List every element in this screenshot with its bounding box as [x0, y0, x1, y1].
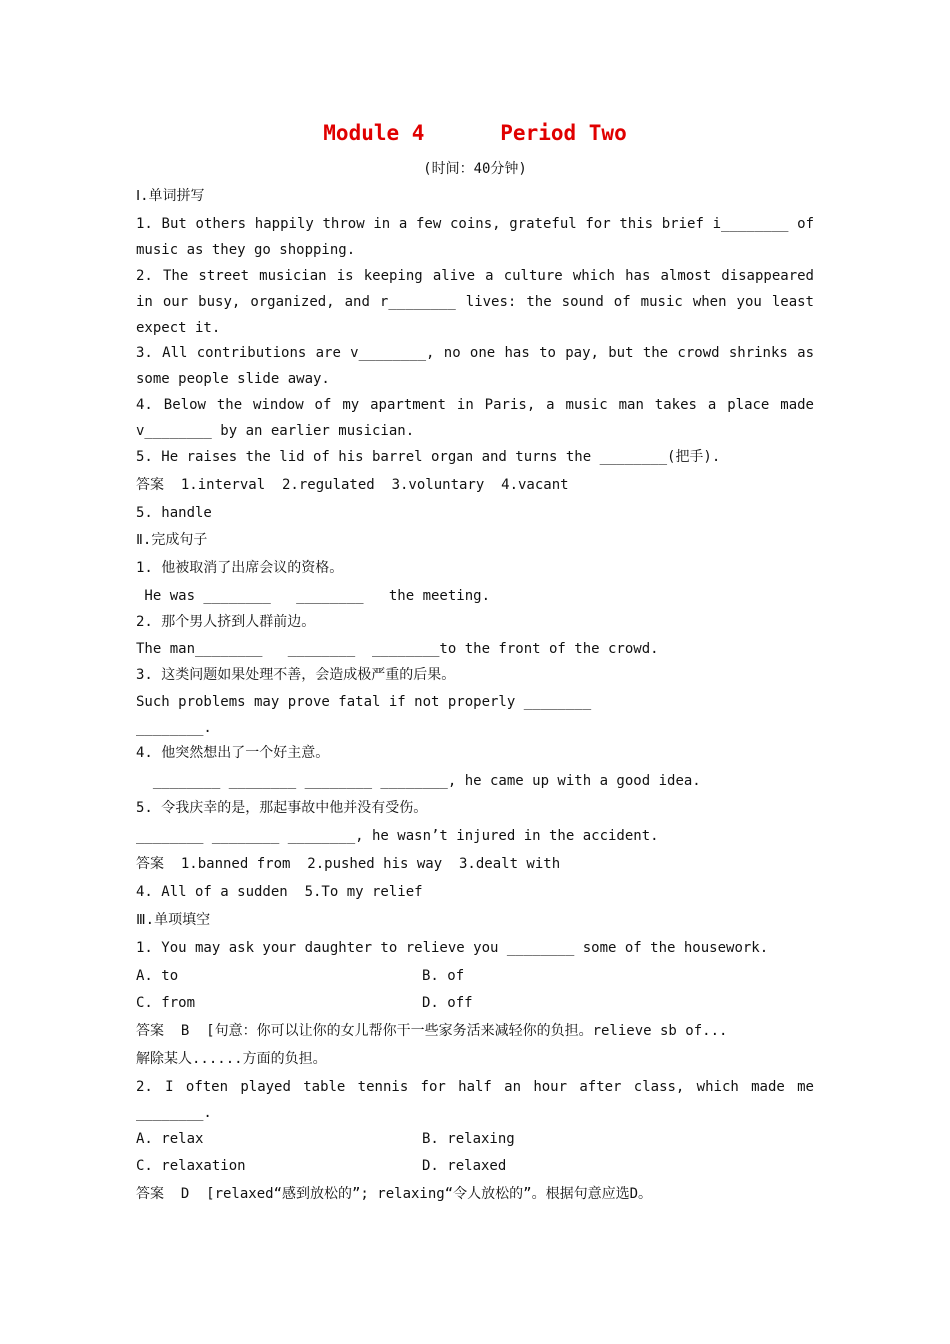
option-left: C. relaxation — [136, 1158, 246, 1174]
text-line: 3. All contributions are v________, no one has to pay, but the crowd shrinks as — [136, 345, 814, 361]
text-line: 5. 令我庆幸的是，那起事故中他并没有受伤。 — [136, 800, 428, 816]
text-line: He was ________ ________ the meeting. — [136, 588, 491, 604]
text-line: 答案 D [relaxed“感到放松的”; relaxing“令人放松的”。根据句意应选D。 — [136, 1186, 653, 1202]
option-row — [136, 1156, 814, 1176]
option-right: B. relaxing — [422, 1131, 515, 1147]
time-limit: (时间：40分钟) — [423, 161, 527, 177]
option-right: D. off — [422, 995, 473, 1011]
option-row — [136, 1129, 814, 1149]
option-row — [136, 993, 814, 1013]
text-line: 1. You may ask your daughter to relieve you ________ some of the housework. — [136, 940, 769, 956]
text-line: music as they go shopping. — [136, 242, 356, 258]
text-line: 1. But others happily throw in a few coins, grateful for this brief i________ of — [136, 216, 814, 232]
text-line: 3. 这类问题如果处理不善，会造成极严重的后果。 — [136, 667, 456, 683]
option-left: C. from — [136, 995, 196, 1011]
page-title: Module 4 Period Two — [323, 121, 627, 145]
text-line: 4. Below the window of my apartment in Paris, a music man takes a place made — [136, 397, 814, 413]
text-line: 5. handle — [136, 505, 212, 521]
text-line: 2. The street musician is keeping alive a culture which has almost disappeared — [136, 268, 814, 284]
text-line: 4. All of a sudden 5.To my relief — [136, 884, 423, 900]
text-line: v________ by an earlier musician. — [136, 423, 415, 439]
text-line: ________. — [136, 720, 212, 736]
text-line: The man________ ________ ________to the front of the crowd. — [136, 641, 659, 657]
text-line: Ⅰ.单词拼写 — [136, 188, 205, 204]
text-line: Such problems may prove fatal if not properly ________ — [136, 694, 592, 710]
text-line: 答案 B [句意：你可以让你的女儿帮你干一些家务活来减轻你的负担。relieve sb of... — [136, 1023, 728, 1039]
text-line: Ⅱ.完成句子 — [136, 532, 208, 548]
text-line: 解除某人......方面的负担。 — [136, 1051, 327, 1067]
text-line: Ⅲ.单项填空 — [136, 912, 211, 928]
text-line: some people slide away. — [136, 371, 330, 387]
text-line: ________ ________ ________ ________, he came up with a good idea. — [136, 773, 701, 789]
text-line: 2. 那个男人挤到人群前边。 — [136, 614, 316, 630]
text-line: 4. 他突然想出了一个好主意。 — [136, 745, 330, 761]
text-line: in our busy, organized, and r________ lives: the sound of music when you least — [136, 294, 814, 310]
text-line: ________. — [136, 1105, 212, 1121]
text-line: 答案 1.interval 2.regulated 3.voluntary 4.vacant — [136, 477, 569, 493]
option-right: D. relaxed — [422, 1158, 507, 1174]
option-left: A. relax — [136, 1131, 204, 1147]
text-line: ________ ________ ________, he wasn’t injured in the accident. — [136, 828, 659, 844]
text-line: 5. He raises the lid of his barrel organ and turns the ________(把手). — [136, 449, 721, 465]
option-right: B. of — [422, 968, 465, 984]
text-line: 1. 他被取消了出席会议的资格。 — [136, 560, 344, 576]
option-row — [136, 966, 814, 986]
text-line: 答案 1.banned from 2.pushed his way 3.dealt with — [136, 856, 561, 872]
text-line: 2. I often played table tennis for half an hour after class, which made me — [136, 1079, 814, 1095]
option-left: A. to — [136, 968, 179, 984]
text-line: expect it. — [136, 320, 221, 336]
